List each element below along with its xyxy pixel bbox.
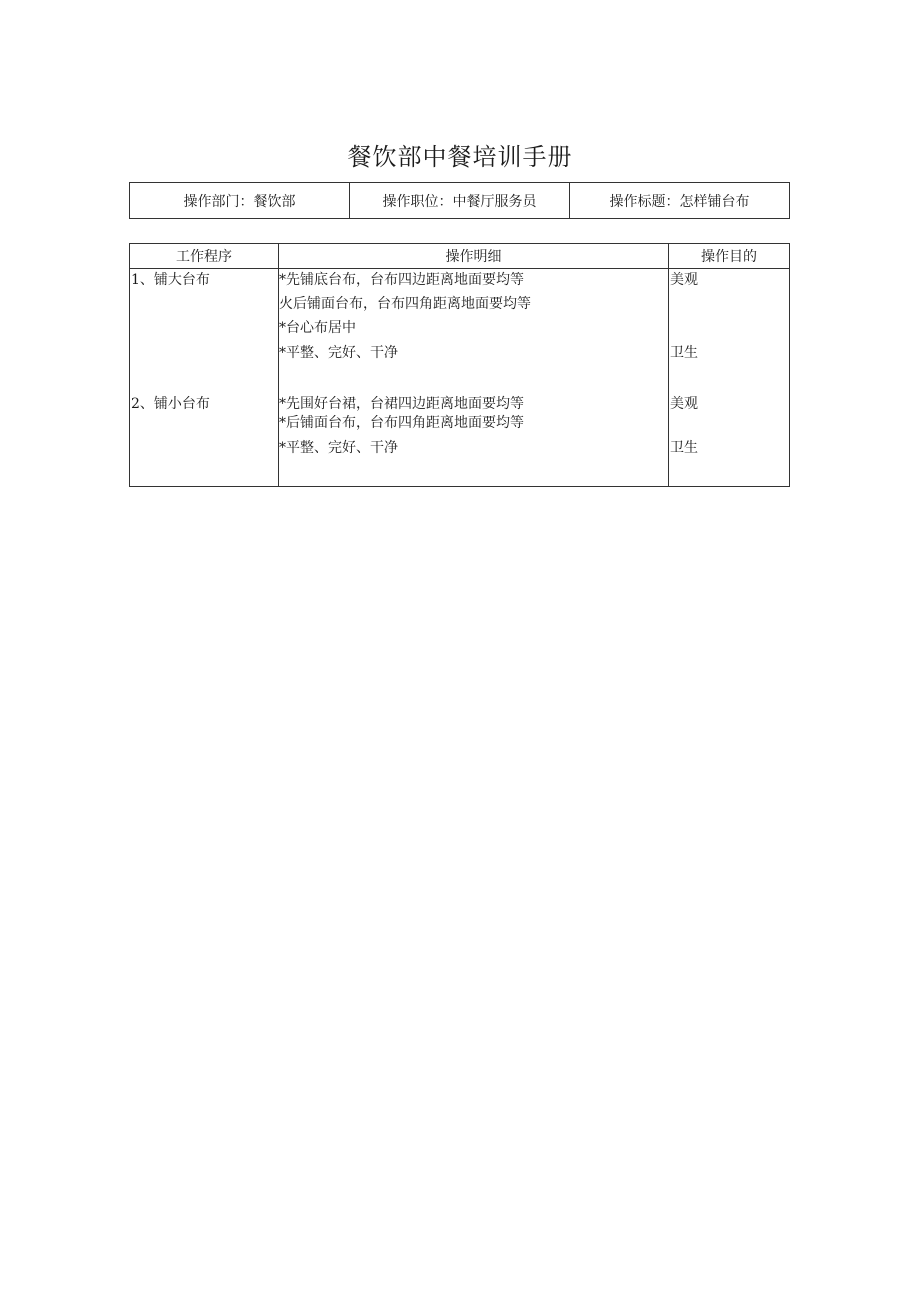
position-cell: 操作职位：中餐厅服务员 [350,183,570,218]
detail-line: *后铺面台布，台布四角距离地面要均等 [279,415,524,431]
subject-cell: 操作标题：怎样铺台布 [609,193,750,210]
page-title: 餐饮部中餐培训手册 [347,143,573,171]
header-info-table [129,182,790,219]
procedure-table [129,243,790,487]
column-header-procedure: 工作程序 [176,249,232,265]
detail-line: *台心布居中 [279,320,356,336]
detail-line: *先围好台裙，台裙四边距离地面要均等 [279,396,524,412]
step-label: 1、铺大台布 [131,272,210,288]
department-cell: 操作部门：餐饮部 [130,183,350,218]
purpose-label: 美观 [670,396,698,412]
purpose-label: 卫生 [670,345,698,361]
detail-line: *平整、完好、干净 [279,440,398,456]
column-divider [668,244,669,486]
column-header-details: 操作明细 [445,249,502,265]
purpose-label: 卫生 [670,440,698,456]
detail-line: *先铺底台布，台布四边距离地面要均等 [279,272,524,288]
column-header-purpose: 操作目的 [701,249,757,265]
detail-line: *平整、完好、干净 [279,345,398,361]
purpose-label: 美观 [670,272,698,288]
detail-line: 火后铺面台布，台布四角距离地面要均等 [279,296,531,312]
step-label: 2、铺小台布 [131,396,210,412]
header-row-divider [130,268,789,269]
